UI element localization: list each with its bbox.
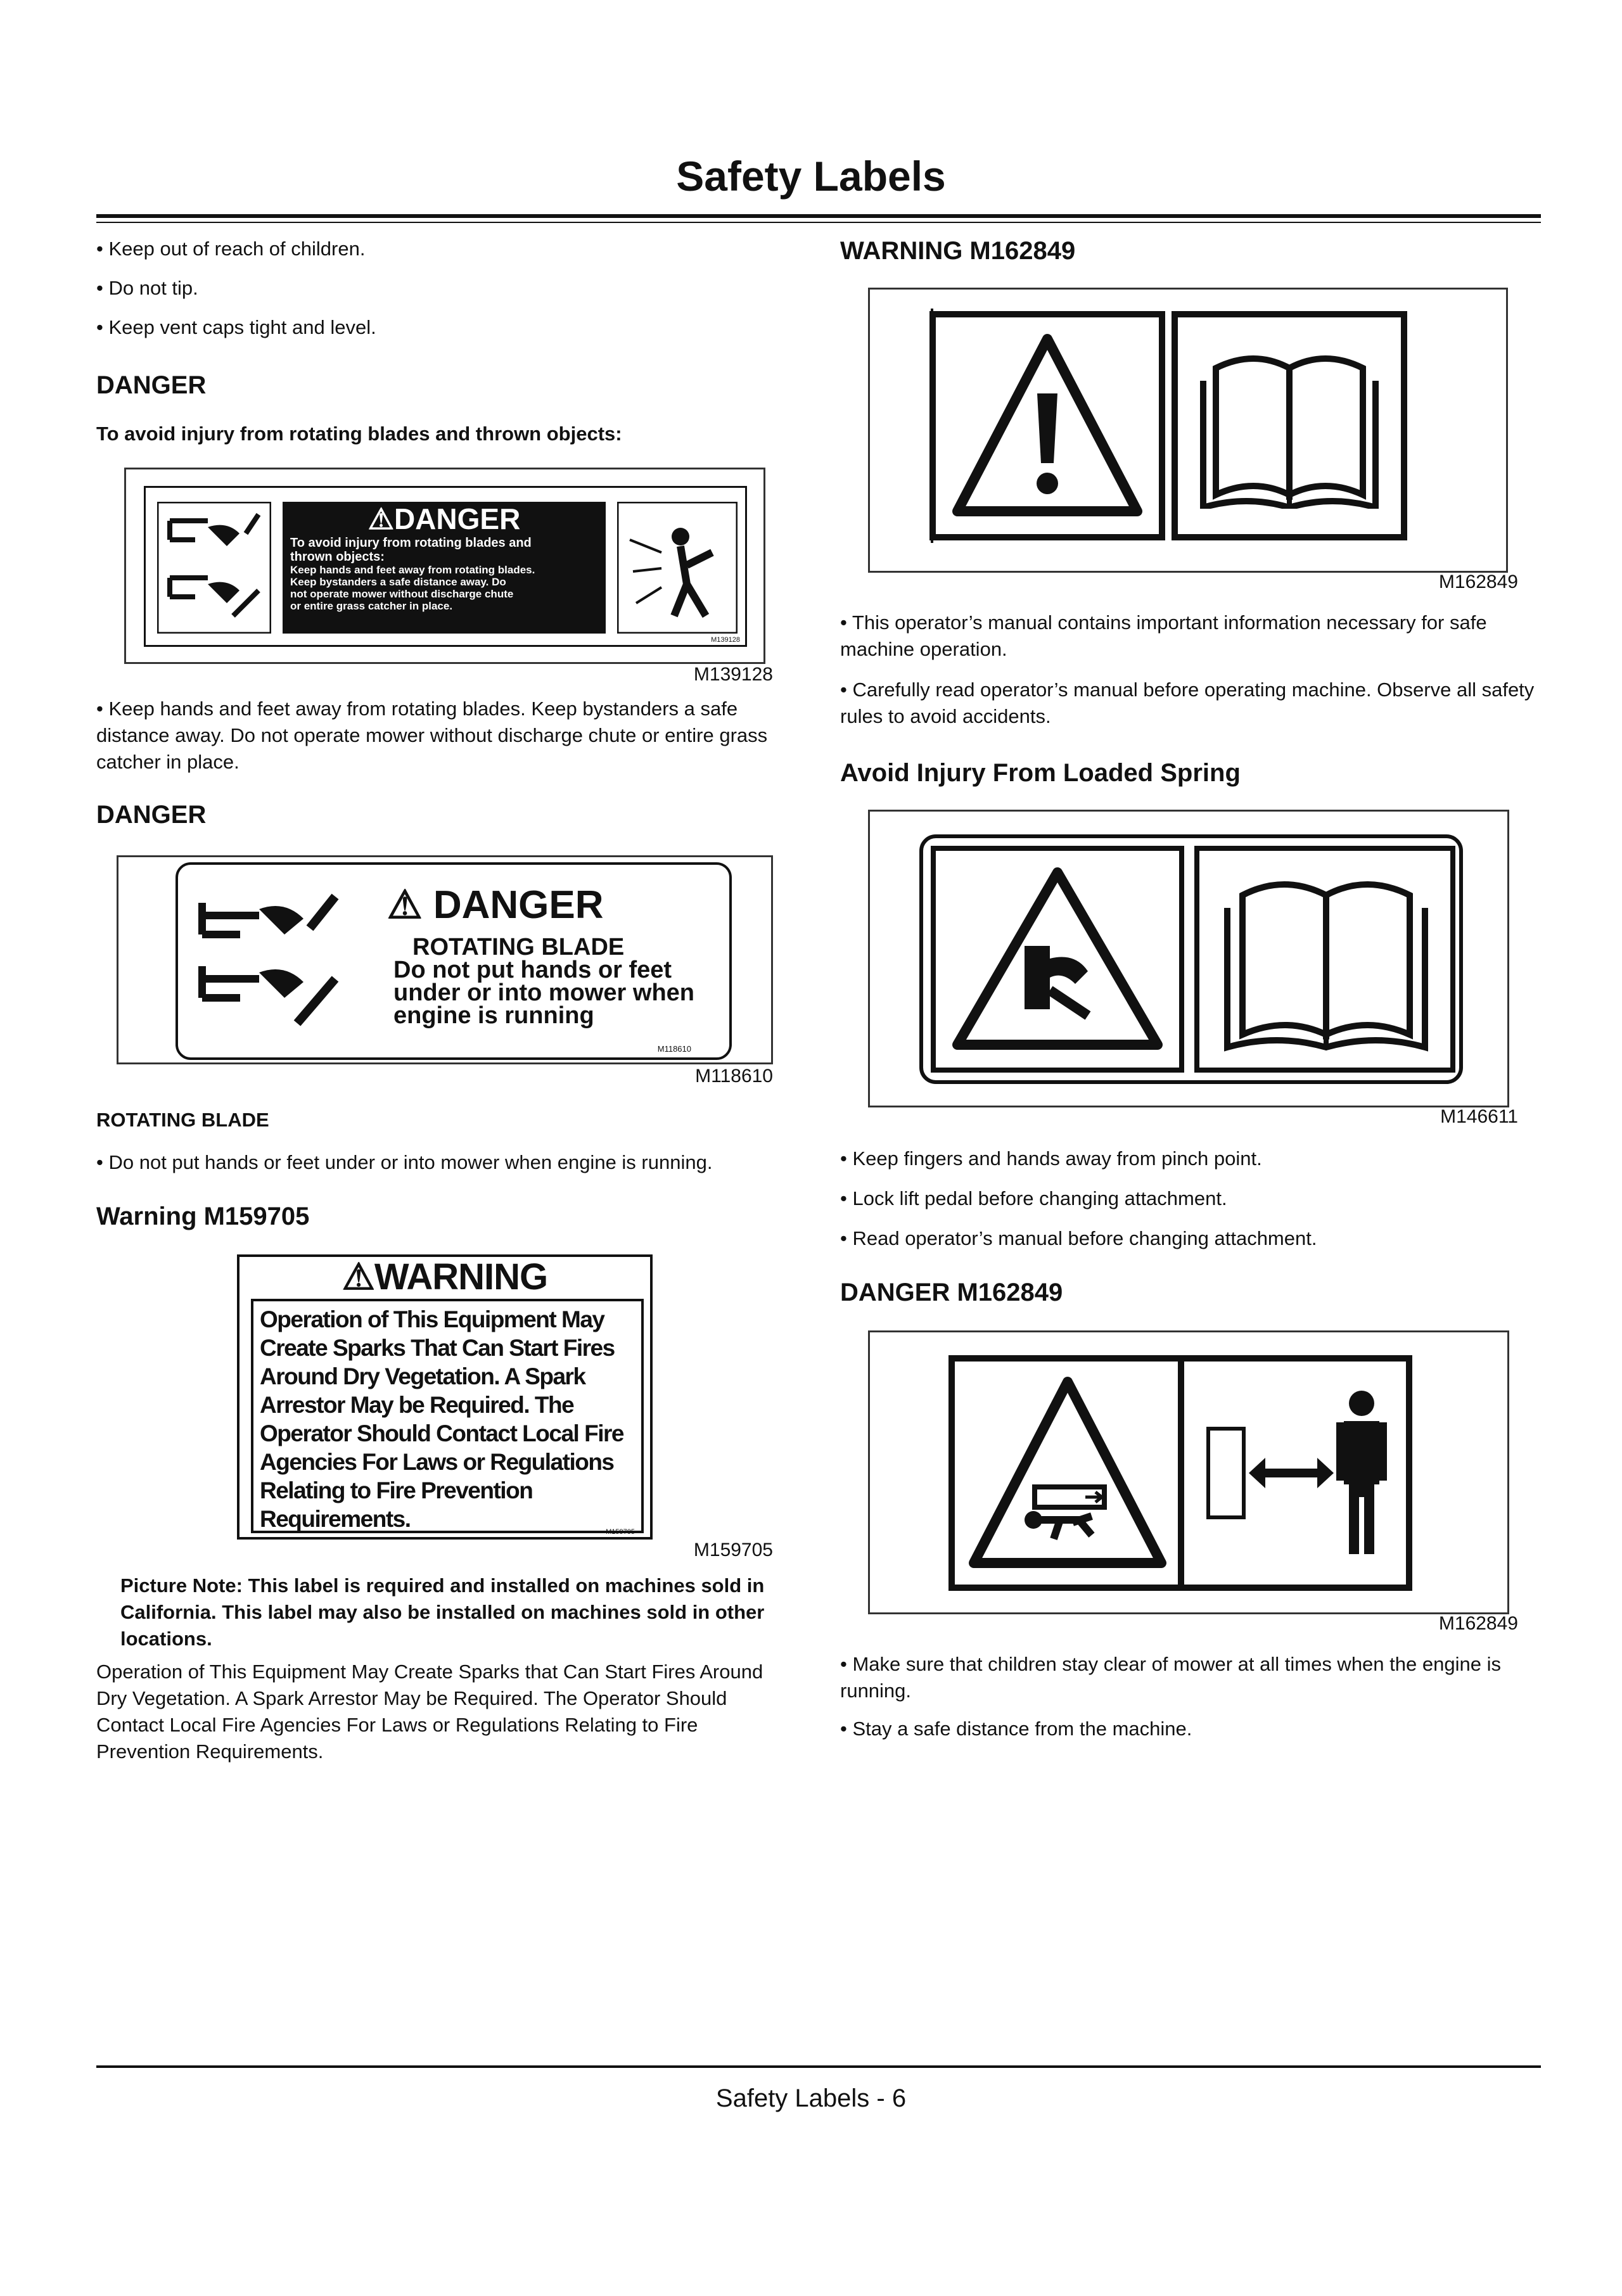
list-item: • Carefully read operator’s manual before operating machine. Observe all safety rules to avoid accidents. — [840, 679, 1535, 727]
danger-label-m162849 — [868, 1330, 1509, 1614]
label-line: Create Sparks That Can Start Fires — [260, 1335, 615, 1361]
picture-note: Picture Note: This label is required and installed on machines sold in California. This label may also be installed on machines sold in other locations. — [120, 1574, 765, 1650]
danger1-message-box — [283, 502, 606, 634]
danger1-subheading: To avoid injury from rotating blades and thrown objects: — [96, 423, 622, 445]
danger1-label-title: ⚠DANGER — [367, 502, 521, 535]
danger1-text: • Keep hands and feet away from rotating blades. Keep bystanders a safe distance away. Do not operate mower without discharge chute or entire grass catcher in place. — [96, 698, 768, 773]
danger2-caption: M118610 — [695, 1066, 773, 1087]
list-item: • Do not tip. — [96, 277, 198, 299]
list-item: • This operator’s manual contains important information necessary for safe machine operation. — [840, 611, 1487, 660]
title-rule — [96, 214, 1541, 218]
warning-m159705-text: Operation of This Equipment May Create Sparks that Can Start Fires Around Dry Vegetation. A Spark Arrestor May be Required. The Operator Should Contact Local Fire Agencies For Laws or Regulations Relating to Fire Prevention Requirements. — [96, 1661, 763, 1763]
label-line: Agencies For Laws or Regulations — [260, 1449, 614, 1475]
safe-distance-icon — [1196, 1387, 1398, 1562]
thrown-object-icon — [617, 502, 738, 634]
label-line: or entire grass catcher in place. — [290, 600, 453, 612]
list-item: • Lock lift pedal before changing attachment. — [840, 1187, 1227, 1209]
warning-m162849-bullets — [840, 609, 1543, 730]
label-line: thrown objects: — [290, 550, 385, 564]
warning-label-title: ⚠WARNING — [342, 1256, 548, 1298]
label-line: ROTATING BLADE — [412, 934, 625, 960]
list-item: • Keep out of reach of children. — [96, 238, 366, 260]
list-item: • Keep vent caps tight and level. — [96, 316, 376, 338]
danger2-label-text — [393, 936, 694, 1027]
list-item: • Make sure that children stay clear of mower at all times when the engine is running. — [840, 1653, 1501, 1702]
hand-blade-icon — [157, 502, 271, 634]
warning-label-text — [251, 1299, 644, 1533]
spring-bullets — [840, 1145, 1543, 1265]
danger2-label-title: ⚠ DANGER — [387, 883, 604, 927]
label-line: not operate mower without discharge chute — [290, 588, 514, 600]
danger-m162849-caption: M162849 — [1438, 1613, 1518, 1634]
label-line: Do not put hands or feet — [393, 957, 672, 983]
footer-rule — [96, 2065, 1541, 2068]
spring-caption: M146611 — [1440, 1106, 1518, 1127]
warning-m162849-heading: WARNING M162849 — [840, 237, 1076, 265]
hand-blade-icon — [196, 890, 348, 1030]
danger1-heading: DANGER — [96, 371, 207, 399]
list-item: • Stay a safe distance from the machine. — [840, 1718, 1192, 1740]
danger2-label-code: M118610 — [657, 1044, 691, 1054]
label-line: Operation of This Equipment May — [260, 1306, 604, 1332]
danger-label-m118610 — [117, 855, 773, 1064]
child-hazard-icon — [965, 1373, 1170, 1574]
danger1-label-code: M139128 — [711, 636, 740, 644]
label-line: under or into mower when — [393, 979, 695, 1006]
danger2-text: • Do not put hands or feet under or into mower when engine is running. — [96, 1151, 713, 1173]
danger-m162849-heading: DANGER M162849 — [840, 1279, 1063, 1306]
warning-label-m162849 — [868, 288, 1508, 573]
label-line: engine is running — [393, 1002, 594, 1029]
warning-triangle-icon — [948, 330, 1146, 521]
spring-label-m146611 — [868, 810, 1509, 1107]
list-item: • Keep fingers and hands away from pinch point. — [840, 1147, 1262, 1170]
label-line: Arrestor May be Required. The — [260, 1392, 574, 1418]
warning-m162849-caption: M162849 — [1438, 571, 1518, 592]
page-footer: Safety Labels - 6 — [715, 2084, 907, 2112]
danger2-heading: DANGER — [96, 801, 207, 829]
spring-heading: Avoid Injury From Loaded Spring — [840, 759, 1241, 787]
manual-book-icon — [1191, 343, 1388, 509]
left-top-bullets — [96, 236, 793, 354]
label-line: Keep hands and feet away from rotating blades. — [290, 564, 535, 576]
label-line: Around Dry Vegetation. A Spark — [260, 1363, 585, 1389]
danger-m162849-bullets — [840, 1651, 1543, 1742]
page-title: Safety Labels — [676, 153, 946, 200]
danger2-subheading: ROTATING BLADE — [96, 1109, 269, 1131]
danger-label-m139128 — [124, 468, 765, 664]
manual-book-icon — [1215, 870, 1438, 1054]
label-line: Requirements. — [260, 1506, 411, 1532]
list-item: • Read operator’s manual before changing attachment. — [840, 1227, 1317, 1249]
label-line: To avoid injury from rotating blades and — [290, 536, 532, 550]
pinch-point-icon — [948, 864, 1166, 1054]
title-rule-thin — [96, 222, 1541, 223]
warning-m159705-heading: Warning M159705 — [96, 1202, 310, 1230]
danger1-caption: M139128 — [693, 664, 773, 685]
warning-m159705-caption: M159705 — [693, 1540, 773, 1560]
warning-label-code: M159705 — [606, 1528, 635, 1536]
label-line: Relating to Fire Prevention — [260, 1477, 533, 1503]
warning-label-m159705 — [237, 1254, 653, 1540]
label-line: Keep bystanders a safe distance away. Do — [290, 576, 506, 588]
label-line: Operator Should Contact Local Fire — [260, 1420, 623, 1446]
